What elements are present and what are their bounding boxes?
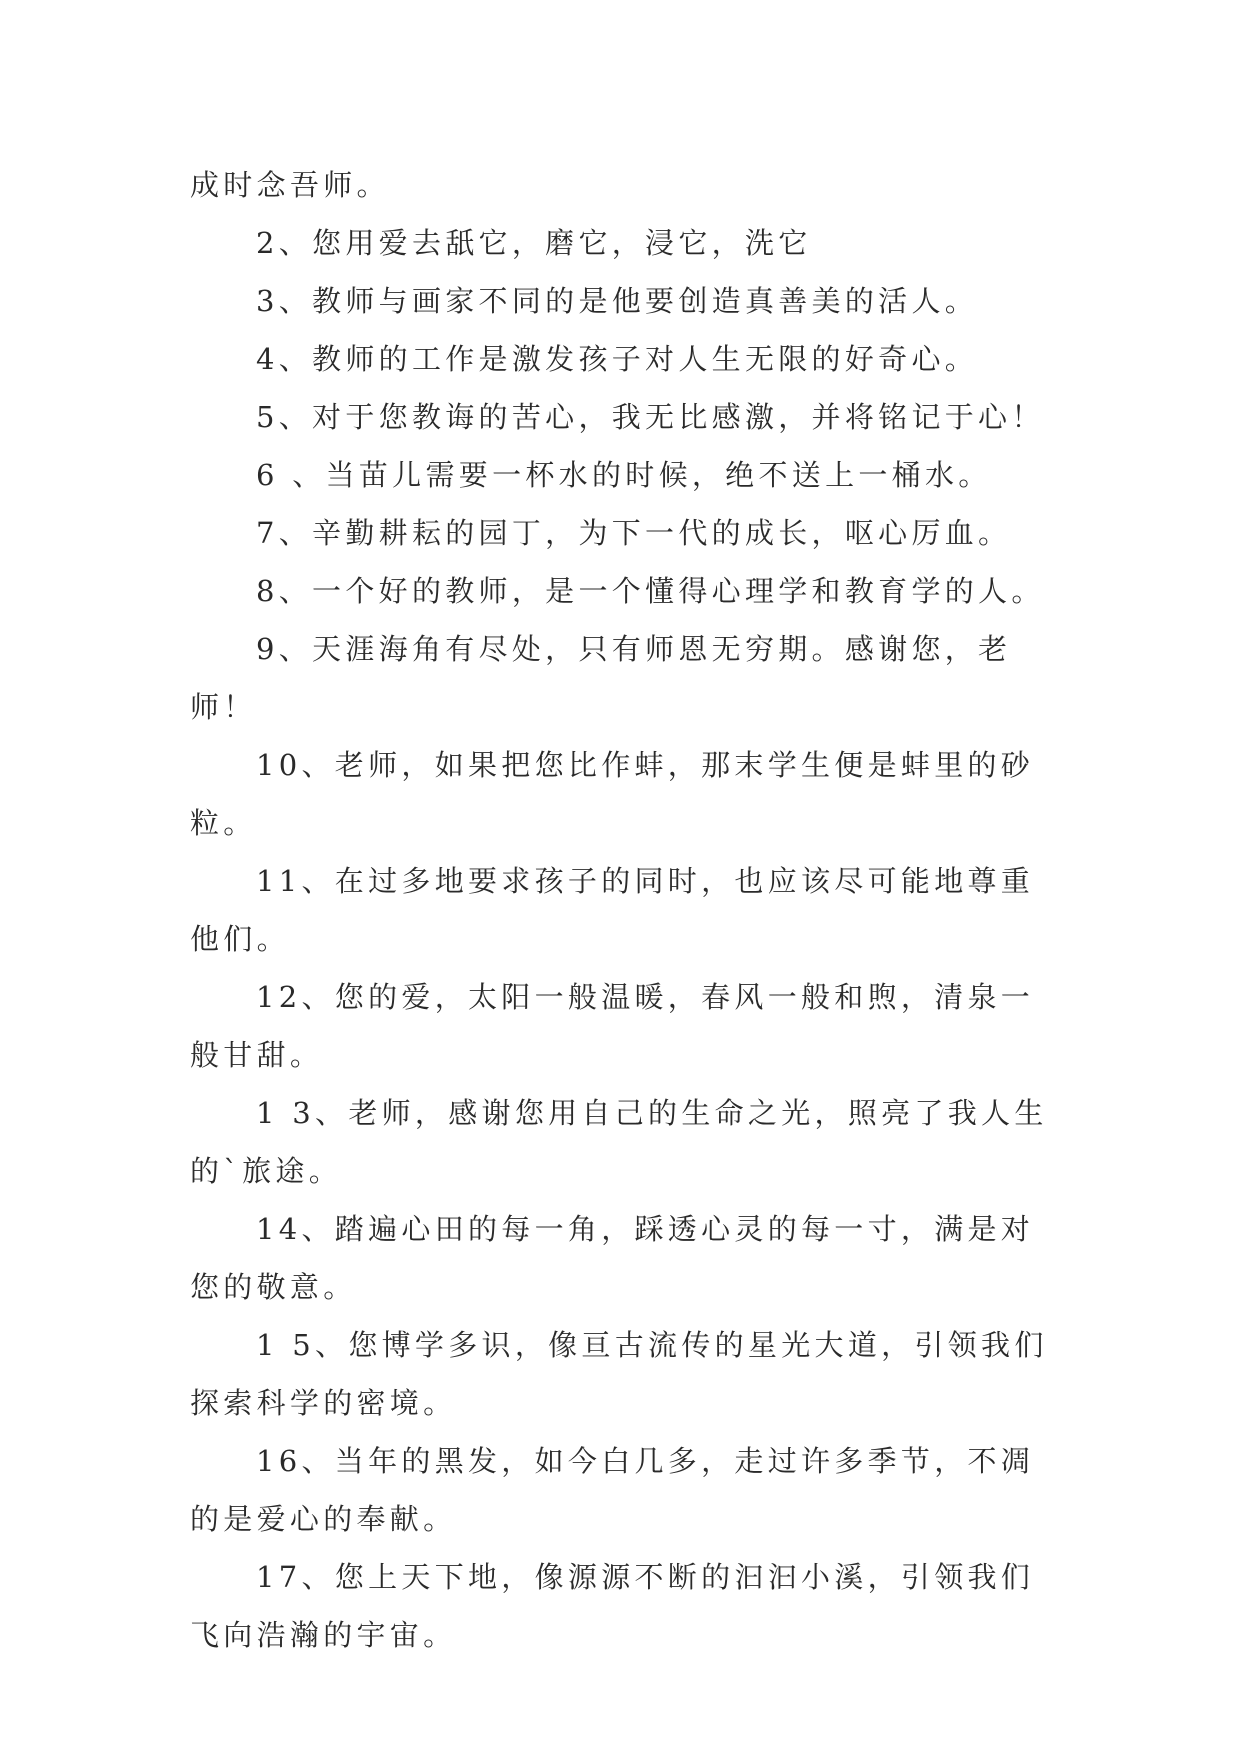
paragraph-item-15: 1 5、您博学多识，像亘古流传的星光大道，引领我们探索科学的密境。: [190, 1328, 1048, 1420]
paragraph-item-16: 16、当年的黑发，如今白几多，走过许多季节，不凋的是爱心的奉献。: [190, 1444, 1035, 1536]
paragraph-item-17: 17、您上天下地，像源源不断的汩汩小溪，引领我们飞向浩瀚的宇宙。: [190, 1560, 1035, 1652]
paragraph-item-2: 2、您用爱去舐它，磨它，浸它，洗它: [256, 226, 812, 260]
paragraph-item-13: 1 3、老师，感谢您用自己的生命之光，照亮了我人生的`旅途。: [190, 1096, 1048, 1188]
paragraph-item-7: 7、辛勤耕耘的园丁，为下一代的成长，呕心厉血。: [256, 516, 1012, 550]
paragraph-item-10: 10、老师，如果把您比作蚌，那末学生便是蚌里的砂粒。: [190, 748, 1035, 840]
paragraph-item-5: 5、对于您教诲的苦心，我无比感激，并将铭记于心！: [256, 400, 1045, 434]
paragraph-item-6: 6 、当苗儿需要一杯水的时候，绝不送上一桶水。: [256, 458, 992, 492]
paragraph-item-11: 11、在过多地要求孩子的同时，也应该尽可能地尊重他们。: [190, 864, 1035, 956]
document-body: [190, 156, 1060, 1664]
paragraph-continuation: 成时念吾师。: [190, 168, 390, 202]
paragraph-item-12: 12、您的爱，太阳一般温暖，春风一般和煦，清泉一般甘甜。: [190, 980, 1035, 1072]
paragraph-item-4: 4、教师的工作是激发孩子对人生无限的好奇心。: [256, 342, 979, 376]
paragraph-item-9: 9、天涯海角有尽处，只有师恩无穷期。感谢您，老师！: [190, 632, 1012, 724]
paragraph-item-3: 3、教师与画家不同的是他要创造真善美的活人。: [256, 284, 979, 318]
paragraph-item-14: 14、踏遍心田的每一角，踩透心灵的每一寸，满是对您的敬意。: [190, 1212, 1035, 1304]
paragraph-item-8: 8、一个好的教师，是一个懂得心理学和教育学的人。: [256, 574, 1045, 608]
